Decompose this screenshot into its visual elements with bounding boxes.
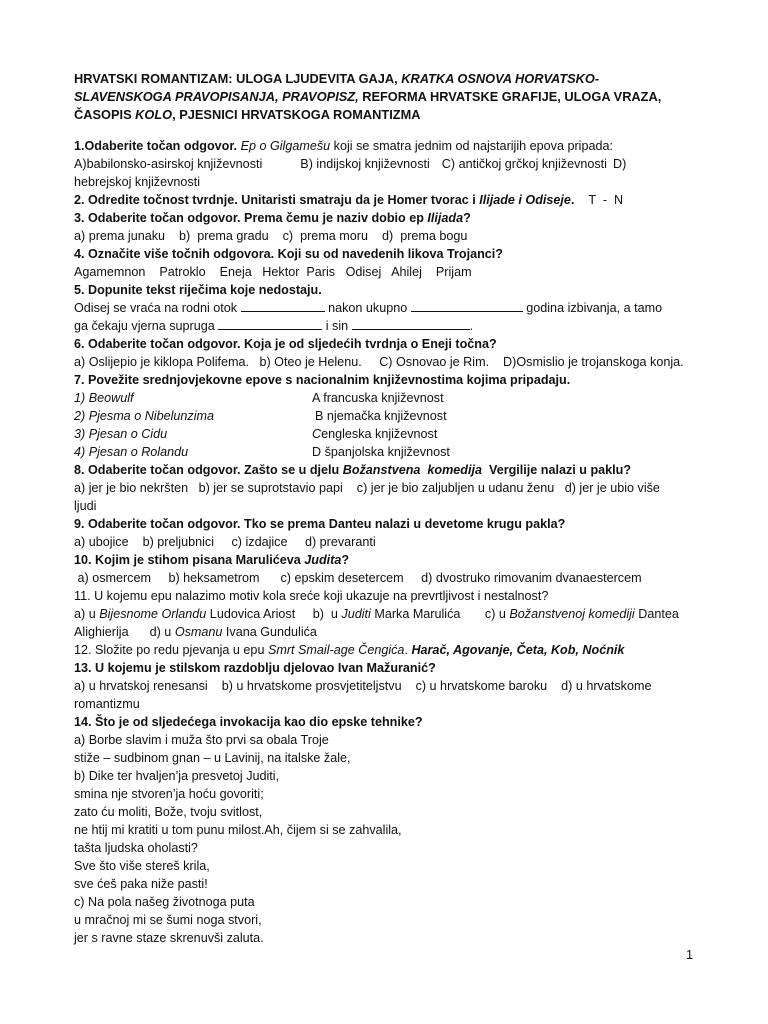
question-1: 1.Odaberite točan odgovor. Ep o Gilgamešu koji se smatra jednim od najstarijih epova pripada: A)babilonsko-asirskoj književnosti B) indijskoj književnosti C) antičkoj grčkoj književnosti D) hebrejskoj književnosti xyxy=(74,139,627,189)
verse-line: tašta ljudska oholasti? xyxy=(74,841,198,855)
page-title: HRVATSKI ROMANTIZAM: ULOGA LJUDEVITA GAJA, KRATKA OSNOVA HORVATSKO-SLAVENSKOGA PRAVOPISANJA, PRAVOPISZ, REFORMA HRVATSKE GRAFIJE, ULOGA VRAZA, ČASOPIS KOLO, PJESNICI HRVATSKOGA ROMANTIZMA xyxy=(74,71,662,122)
blank-field xyxy=(218,318,322,330)
question-10: 10. Kojim je stihom pisana Marulićeva Judita? a) osmercem b) heksametrom c) epskim desetercem d) dvostruko rimovanim dvanaestercem xyxy=(74,553,642,585)
blank-field xyxy=(352,318,470,330)
blank-field xyxy=(241,300,325,312)
verse-line: u mračnoj mi se šumi noga stvori, xyxy=(74,913,262,927)
question-13: 13. U kojemu je stilskom razdoblju djelovao Ivan Mažuranić? a) u hrvatskoj renesansi b) u hrvatskome prosvjetiteljstvu c) u hrvatskome baroku d) u hrvatskome romantizmu xyxy=(74,661,652,711)
verse-line: b) Dike ter hvaljen’ja presvetoj Juditi, xyxy=(74,769,280,783)
question-7: 7. Povežite srednjovjekovne epove s nacionalnim književnostima kojima pripadaju. 1) Beowulf A francuska književnost 2) Pjesma o Nibelunzima B njemačka književnost 3) Pjesan o Cidu C engleska književnost 4) Pjesan o Rolandu D španjolska književnost xyxy=(74,373,571,459)
verse-line: ne htij mi kratiti u tom punu milost.Ah, čijem si se zahvalila, xyxy=(74,823,402,837)
verse-line: Sve što više stereš krila, xyxy=(74,859,210,873)
question-3: 3. Odaberite točan odgovor. Prema čemu je naziv dobio ep Ilijada? a) prema junaku b) prema gradu c) prema moru d) prema bogu xyxy=(74,211,471,243)
verse-line: smina nje stvoren’ja hoću govoriti; xyxy=(74,787,264,801)
question-2: 2. Odredite točnost tvrdnje. Unitaristi smatraju da je Homer tvorac i Ilijade i Odiseje. T - N xyxy=(74,193,624,207)
verse-line: a) Borbe slavim i muža što prvi sa obala Troje xyxy=(74,733,329,747)
verse-line: jer s ravne staze skrenuvši zaluta. xyxy=(74,931,264,945)
question-5: 5. Dopunite tekst riječima koje nedostaju. Odisej se vraća na rodni otok nakon ukupno godina izbivanja, a tamo ga čekaju vjerna supruga i sin . xyxy=(74,283,663,333)
question-11: 11. U kojemu epu nalazimo motiv kola sreće koji ukazuje na prevrtljivost i nestalnost? a) u Bijesnome Orlandu Ludovica Ariost b) u Juditi Marka Marulića c) u Božanstvenoj komediji Dantea Alighierija d) u Osmanu Ivana Gundulića xyxy=(74,589,679,639)
verse-line: stiže – sudbinom gnan – u Lavinij, na italske žale, xyxy=(74,751,351,765)
document-page xyxy=(74,70,696,947)
verse-line: c) Na pola našeg životnoga puta xyxy=(74,895,255,909)
question-12: 12. Složite po redu pjevanja u epu Smrt Smail-age Čengića. Harač, Agovanje, Četa, Kob, Noćnik xyxy=(74,643,625,657)
verse-line: sve ćeš paka niže pasti! xyxy=(74,877,208,891)
verse-line: zato ću moliti, Bože, tvoju svitlost, xyxy=(74,805,263,819)
question-4: 4. Označite više točnih odgovora. Koji su od navedenih likova Trojanci? Agamemnon Patroklo Eneja Hektor Paris Odisej Ahilej Prijam xyxy=(74,247,503,279)
page-number: 1 xyxy=(686,948,694,962)
question-6: 6. Odaberite točan odgovor. Koja je od sljedećih tvrdnja o Eneji točna? a) Oslijepio je kiklopa Polifema. b) Oteo je Helenu. C) Osnovao je Rim. D)Osmislio je trojanskoga konja. xyxy=(74,337,684,369)
blank-field xyxy=(411,300,523,312)
question-14: 14. Što je od sljedećega invokacija kao dio epske tehnike? a) Borbe slavim i muža što prvi sa obala Troje stiže – sudbinom gnan – u Lavinij, na italske žale, b) Dike ter hvaljen’ja presvetoj Juditi, smina nje stvoren’ja hoću govoriti; zato ću moliti, Bože, tvoju svitlost, ne htij mi kratiti u tom punu milost.Ah, čijem si se zahvalila, tašta ljudska oholasti? Sve što više stereš krila, sve ćeš paka niže pasti! c) Na pola našeg životnoga puta u mračnoj mi se šumi noga stvori, jer s ravne staze skrenuvši zaluta. xyxy=(74,713,696,947)
question-9: 9. Odaberite točan odgovor. Tko se prema Danteu nalazi u devetome krugu pakla? a) ubojice b) preljubnici c) izdajice d) prevaranti xyxy=(74,517,566,549)
question-8: 8. Odaberite točan odgovor. Zašto se u djelu Božanstvena komedija Vergilije nalazi u paklu? a) jer je bio nekršten b) jer se suprotstavio papi c) jer je bio zaljubljen u udanu ženu d) jer je ubio više ljudi xyxy=(74,463,660,513)
